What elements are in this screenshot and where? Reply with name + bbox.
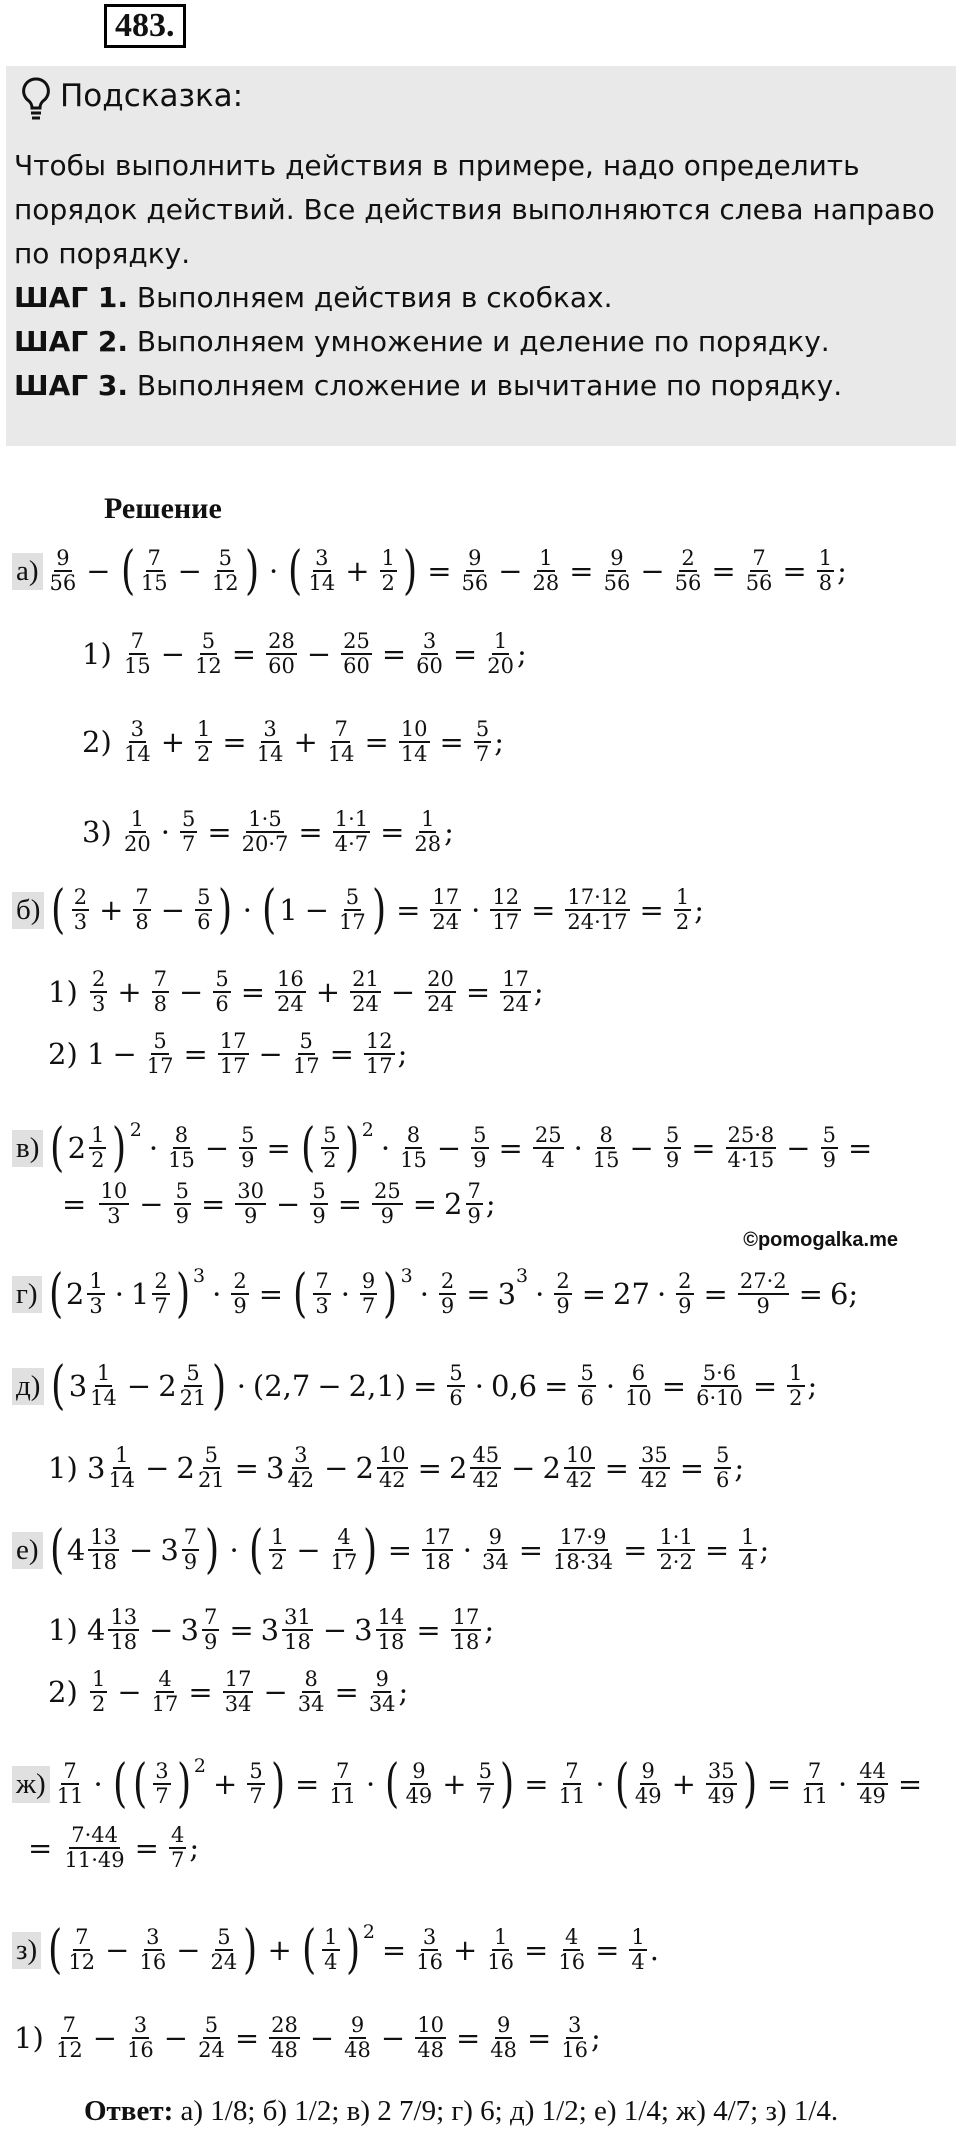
label-zh: ж) bbox=[12, 1766, 50, 1803]
label-z: з) bbox=[12, 1932, 41, 1969]
equation-a-3: 3) 1 20 · $\frac{5}{7}$ = $\frac{1\cdot 5}{20\cdot 7}$ = $\frac{1\cdot 1}{4\cdot 7}$ = $\frac{1}{28}$ ; bbox=[82, 807, 454, 857]
solution-title: Решение bbox=[104, 492, 222, 525]
equation-d: д) ( 3 1 14 − 2 $\frac{5}{21}$ ) · (2,7 − 2,1) = $\frac{5}{6}$ · 0,6 = $\frac{5}{6}$ · $\frac{6}{10}$ = $\frac{5\cdot 6}{6\cdot 10}$ = $\frac{1}{2}$ ; bbox=[12, 1360, 817, 1412]
equation-v-cont: = 10 3 − $\frac{5}{9}$ = $\frac{30}{9}$ − $\frac{5}{9}$ = $\frac{25}{9}$ = 2 $\frac{7}{9}$ ; bbox=[62, 1179, 496, 1229]
copyright: ©pomogalka.me bbox=[743, 1229, 898, 1251]
hint-title: Подсказка: bbox=[60, 78, 244, 114]
lightbulb-icon bbox=[20, 76, 52, 122]
label-g: г) bbox=[12, 1276, 42, 1313]
equation-zh-cont: = $\frac{7\cdot 44}{11\cdot 49}$ = $\frac{4}{7}$ ; bbox=[28, 1823, 200, 1873]
equation-b: б) ( 2 3 + $\frac{7}{8}$ − $\frac{5}{6}$ ) · ( 1 − $\frac{5}{17}$ ) = $\frac{17}{24}$ · $\frac{12}{17}$ = $\frac{17\cdot 12}{24\cdot 17}$ = $\frac{1}{2}$ ; bbox=[12, 884, 704, 936]
equation-a-2: 2) 3 14 + $\frac{1}{2}$ = $\frac{3}{14}$ + $\frac{7}{14}$ = $\frac{10}{14}$ = $\frac{5}{7}$ ; bbox=[82, 717, 505, 767]
equation-z: з) ( 7 12 − $\frac{3}{16}$ − $\frac{5}{24}$ ) + ( 1 4 ) 2 = $\frac{3}{16}$ + $\frac{1}{16}$ = $\frac{4}{16}$ = $\frac{1}{4}$ . bbox=[12, 1924, 659, 1976]
label-e: е) bbox=[12, 1532, 43, 1569]
equation-e: е) ( 4 13 18 − 3 $\frac{7}{9}$ ) · ( 1 2 − $\frac{4}{17}$ ) = $\frac{17}{18}$ · $\frac{9}{34}$ = $\frac{17\cdot 9}{18\cdot 34}$ = $\frac{1\cdot 1}{2\cdot 2}$ = $\frac{1}{4}$ ; bbox=[12, 1524, 769, 1576]
equation-e-2: 2) 1 2 − $\frac{4}{17}$ = $\frac{17}{34}$ − $\frac{8}{34}$ = $\frac{9}{34}$ ; bbox=[48, 1667, 409, 1717]
equation-b-2: 2) 1 − $\frac{5}{17}$ = $\frac{17}{17}$ − $\frac{5}{17}$ = $\frac{12}{17}$ ; bbox=[48, 1029, 408, 1079]
problem-number: 483. bbox=[104, 4, 186, 48]
equation-b-1: 1) 2 3 + $\frac{7}{8}$ − $\frac{5}{6}$ = $\frac{16}{24}$ + $\frac{21}{24}$ − $\frac{20}{24}$ = $\frac{17}{24}$ ; bbox=[48, 967, 544, 1017]
label-v: в) bbox=[12, 1130, 43, 1167]
hint-step-1: ШАГ 1. Выполняем действия в скобках. bbox=[14, 281, 613, 314]
hint-step-3: ШАГ 3. Выполняем сложение и вычитание по порядку. bbox=[14, 369, 843, 402]
equation-g: г) ( 2 1 3 · 1 2 7 ) 3 · $\frac{2}{9}$ = ( 7 3 · 9 7 ) 3 · $\frac{2}{9}$ = 3 3 · $\frac{2}{9}$ = 27 · $\frac{2}{9}$ = $\frac{27\cdot 2}{9}$ = 6; bbox=[12, 1268, 858, 1320]
equation-a: а) 9 56 − ( 7 15 − $\frac{5}{12}$ ) · ( 3 14 + $\frac{1}{2}$ ) = $\frac{9}{56}$ − $\frac{1}{28}$ = $\frac{9}{56}$ − $\frac{2}{56}$ = $\frac{7}{56}$ = $\frac{1}{8}$ ; bbox=[12, 545, 847, 597]
hint-intro: Чтобы выполнить действия в примере, надо определить порядок действий. Все действия выполняются слева направо по порядку. bbox=[14, 149, 935, 270]
hint-step-2: ШАГ 2. Выполняем умножение и деление по порядку. bbox=[14, 325, 830, 358]
answer-label: Ответ: bbox=[84, 2095, 174, 2127]
answer-line bbox=[84, 2095, 838, 2128]
equation-v: в) ( 2 1 2 ) 2 · 8 15 − $\frac{5}{9}$ = ( 5 2 ) 2 · 8 15 − $\frac{5}{9}$ = $\frac{25}{4}$ · 8 15 − $\frac{5}{9}$ = $\frac{25\cdot 8}{4\cdot 15}$ − $\frac{5}{9}$ = bbox=[12, 1122, 879, 1174]
hint-text bbox=[14, 144, 944, 408]
label-b: б) bbox=[12, 892, 44, 929]
hint-panel bbox=[6, 66, 956, 446]
label-a: а) bbox=[12, 553, 43, 590]
equation-d-1: 1) 3 1 14 − 2 $\frac{5}{21}$ = 3 $\frac{3}{42}$ − 2 $\frac{10}{42}$ = 2 $\frac{45}{42}$ − 2 $\frac{10}{42}$ = $\frac{35}{42}$ = $\frac{5}{6}$ ; bbox=[48, 1443, 745, 1493]
equation-e-1: 1) 4 13 18 − 3 $\frac{7}{9}$ = 3 $\frac{31}{18}$ − 3 $\frac{14}{18}$ = $\frac{17}{18}$ ; bbox=[48, 1605, 495, 1655]
equation-z-1: 1) 7 12 − $\frac{3}{16}$ − $\frac{5}{24}$ = $\frac{28}{48}$ − $\frac{9}{48}$ − $\frac{10}{48}$ = $\frac{9}{48}$ = $\frac{3}{16}$ ; bbox=[14, 2013, 601, 2063]
equation-zh: ж) 7 11 · ( ( 3 7 ) 2 + $\frac{5}{7}$ ) = $\frac{7}{11}$ · ( 9 49 + $\frac{5}{7}$ ) = $\frac{7}{11}$ · ( 9 49 + $\frac{35}{49}$ ) = $\frac{7}{11}$ · $\frac{44}{49}$ = bbox=[12, 1758, 929, 1810]
answer-text: а) 1/8; б) 1/2; в) 2 7/9; г) 6; д) 1/2; е) 1/4; ж) 4/7; з) 1/4. bbox=[173, 2095, 839, 2127]
label-d: д) bbox=[12, 1368, 44, 1405]
equation-a-1: 1) 7 15 − $\frac{5}{12}$ = $\frac{28}{60}$ − $\frac{25}{60}$ = $\frac{3}{60}$ = $\frac{1}{20}$ ; bbox=[82, 629, 527, 679]
